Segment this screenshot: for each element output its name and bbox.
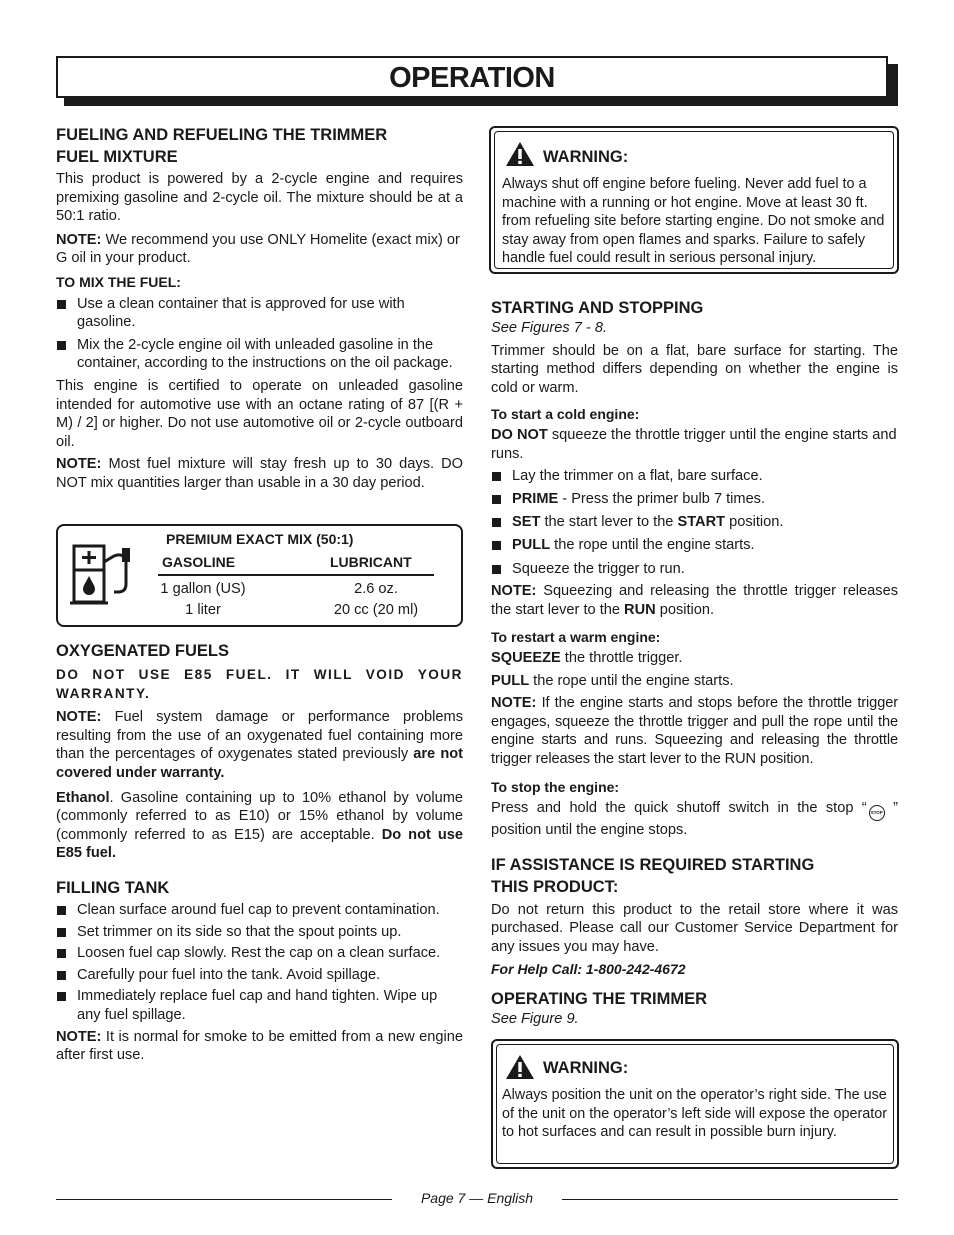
filling-heading: FILLING TANK: [56, 878, 170, 897]
warning-label: WARNING:: [543, 148, 629, 166]
warning-text: Always shut off engine before fueling. Never add fuel to a machine with a running or hot engine. Move at least 30 ft. from refueling site before starting engine. Do not smoke and stay away from open flames and sparks. Failure to safely handle fuel could result in serious personal injury.: [502, 176, 885, 267]
list-item: Carefully pour fuel into the tank. Avoid spillage.: [56, 966, 463, 985]
bullet-square: [57, 300, 66, 309]
page-footer: Page 7 — English: [420, 1190, 534, 1206]
table-cell: 1 liter: [185, 602, 221, 618]
fuel-pump-icon: [70, 542, 132, 606]
e85-warning: DO NOT USE E85 FUEL. IT WILL VOID YOUR WARRANTY.: [56, 667, 463, 701]
left-column-lower: [56, 640, 463, 1065]
bullet-square: [57, 992, 66, 1001]
bullet-square: [57, 971, 66, 980]
help-phone: For Help Call: 1-800-242-4672: [491, 961, 686, 978]
fuel-note: NOTE: We recommend you use ONLY Homelite (exact mix) or G oil in your product.: [56, 231, 460, 267]
warning-triangle-icon: [505, 141, 535, 167]
table-cell: 20 cc (20 ml): [333, 602, 419, 618]
octane-paragraph: This engine is certified to operate on unleaded gasoline intended for automotive use with an octane rating of 87 [(R + M) / 2] or higher. Do not use automotive oil or 2-cycle outboard oil.: [56, 377, 463, 450]
operating-heading: OPERATING THE TRIMMER: [491, 990, 708, 1009]
bullet-square: [492, 495, 501, 504]
list-item: Set trimmer on its side so that the spout points up.: [56, 923, 463, 942]
premium-mix-table: [56, 524, 463, 627]
bullet-square: [492, 565, 501, 574]
bullet-square: [492, 472, 501, 481]
starting-paragraph: Trimmer should be on a flat, bare surface for starting. The starting method differs depending on whether the engine is cold or warm.: [491, 342, 898, 396]
list-item: Mix the 2-cycle engine oil with unleaded gasoline in the container, according to the instructions on the oil package.: [56, 336, 463, 373]
footer-rule-right: [562, 1199, 898, 1200]
to-mix-heading: TO MIX THE FUEL:: [56, 273, 181, 290]
warm-step-squeeze: SQUEEZE the throttle trigger.: [491, 649, 683, 666]
list-item: Use a clean container that is approved for use with gasoline.: [56, 295, 463, 332]
starting-see-figures: See Figures 7 - 8.: [491, 320, 607, 336]
footer-rule-left: [56, 1199, 392, 1200]
bullet-square: [57, 906, 66, 915]
warm-note: NOTE: If the engine starts and stops before the throttle trigger engages, squeeze the throttle trigger and pull the rope until the engine starts and runs. Squeezing and releasing the throttle trigger releases the start lever to the RUN position.: [491, 695, 898, 767]
list-item: Squeeze the trigger to run.: [491, 560, 898, 579]
title-banner: [56, 56, 888, 98]
start-steps-list: [491, 467, 898, 578]
list-item: Loosen fuel cap slowly. Rest the cap on a clean surface.: [56, 944, 463, 963]
warning-label: WARNING:: [543, 1059, 629, 1077]
starting-heading: STARTING AND STOPPING: [491, 299, 704, 317]
oxygenated-heading: OXYGENATED FUELS: [56, 642, 229, 660]
stop-engine-text: Press and hold the quick shutoff switch in the stop “ STOP ” position until the engine stops.: [491, 800, 898, 839]
fuel-mixture-paragraph: This product is powered by a 2-cycle engine and requires premixing gasoline and 2-cycle oil. The mixture should be at a 50:1 ratio.: [56, 171, 463, 225]
fuel-mixture-heading: FUEL MIXTURE: [56, 148, 178, 166]
list-item: SET the start lever to the START position.: [491, 513, 898, 532]
bullet-square: [492, 541, 501, 550]
operator-warning-box: [491, 1039, 899, 1169]
table-cell: 1 gallon (US): [160, 581, 246, 597]
fuel-warning-box: [489, 126, 899, 274]
warm-step-pull: PULL the rope until the engine starts.: [491, 672, 734, 689]
filling-list: [56, 901, 463, 1025]
warm-engine-heading: To restart a warm engine:: [491, 629, 661, 646]
fresh-note: NOTE: Most fuel mixture will stay fresh up to 30 days. DO NOT mix quantities larger than usable in a 30 day period.: [56, 456, 463, 491]
mix-table-col-lubricant: LUBRICANT: [330, 554, 412, 570]
mix-table-title: PREMIUM EXACT MIX (50:1): [166, 531, 354, 547]
mix-list: [56, 295, 463, 373]
bullet-square: [57, 341, 66, 350]
bullet-square: [57, 928, 66, 937]
right-column: [491, 297, 898, 1029]
mix-table-rule: [158, 574, 434, 576]
cold-engine-text: DO NOT squeeze the throttle trigger until the engine starts and runs.: [491, 426, 897, 462]
smoke-note: NOTE: It is normal for smoke to be emitted from a new engine after first use.: [56, 1028, 463, 1064]
assistance-heading: IF ASSISTANCE IS REQUIRED STARTING: [491, 855, 815, 874]
assistance-paragraph: Do not return this product to the retail store where it was purchased. Please call our Customer Service Department for any issues you may have.: [491, 901, 898, 955]
mix-table-col-gasoline: GASOLINE: [162, 554, 236, 570]
stop-engine-heading: To stop the engine:: [491, 779, 620, 796]
left-column: [56, 124, 463, 493]
assistance-heading-2: THIS PRODUCT:: [491, 877, 619, 896]
list-item: PULL the rope until the engine starts.: [491, 536, 898, 555]
fueling-heading: FUELING AND REFUELING THE TRIMMER: [56, 126, 388, 144]
bullet-square: [57, 949, 66, 958]
list-item: Clean surface around fuel cap to prevent contamination.: [56, 901, 463, 920]
ethanol-paragraph: Ethanol. Gasoline containing up to 10% ethanol by volume (commonly referred to as E10) or 15% ethanol by volume (commonly referred to as E15) are acceptable. Do not use E85 fuel.: [56, 789, 463, 862]
warning-text: Always position the unit on the operator’s right side. The use of the unit on the operator’s left side will expose the operator to hot surfaces and can result in possible burn injury.: [502, 1087, 888, 1141]
table-cell: 2.6 oz.: [354, 581, 398, 597]
warning-triangle-icon: [505, 1054, 535, 1080]
page-title: OPERATION: [389, 62, 555, 94]
operating-see-figure: See Figure 9.: [491, 1011, 579, 1028]
oxygenated-note: NOTE: Fuel system damage or performance problems resulting from the use of an oxygenated fuel containing more than the percentages of oxygenates stated previously are not covered under warranty.: [56, 709, 464, 781]
cold-engine-heading: To start a cold engine:: [491, 406, 640, 423]
stop-switch-icon: STOP: [869, 805, 885, 821]
list-item: PRIME - Press the primer bulb 7 times.: [491, 490, 898, 509]
list-item: Lay the trimmer on a flat, bare surface.: [491, 467, 898, 486]
bullet-square: [492, 518, 501, 527]
run-note: NOTE: Squeezing and releasing the throttle trigger releases the start lever to the RUN position.: [491, 583, 898, 618]
list-item: Immediately replace fuel cap and hand tighten. Wipe up any fuel spillage.: [56, 987, 463, 1024]
